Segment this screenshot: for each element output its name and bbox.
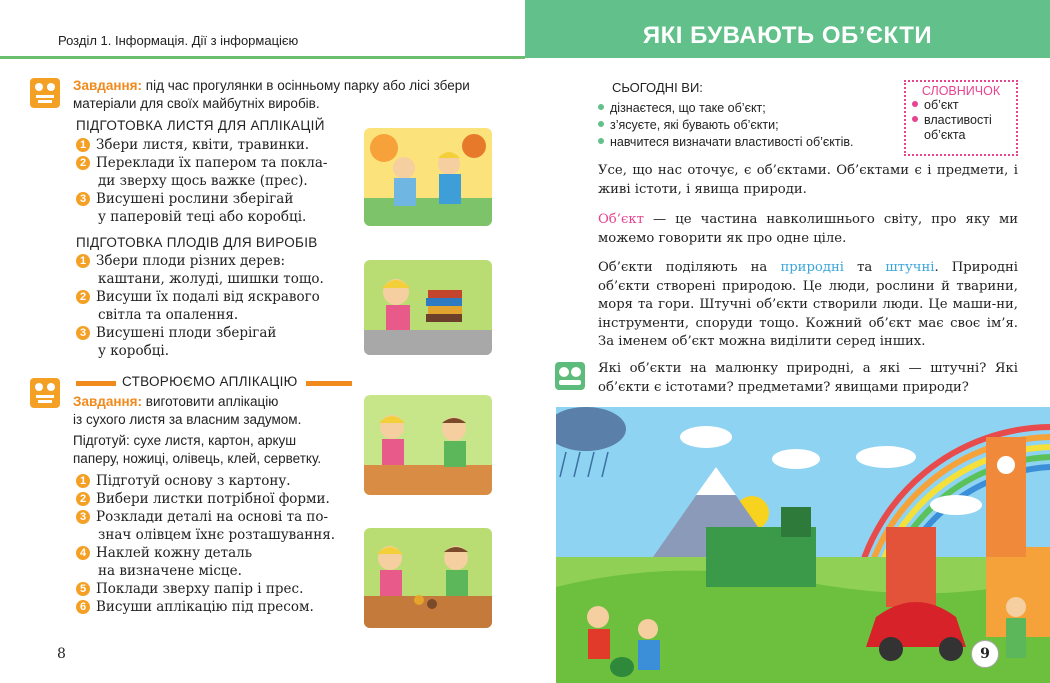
leaves-heading: ПІДГОТОВКА ЛИСТЯ ДЛЯ АПЛІКАЦІЙ bbox=[76, 118, 325, 133]
green-bullet bbox=[598, 104, 604, 110]
task2-line2: із сухого листя за власним задумом. bbox=[73, 412, 302, 427]
step-number-badge: 1 bbox=[76, 474, 90, 488]
step-number-badge: 3 bbox=[76, 510, 90, 524]
picture-kids-at-table bbox=[364, 395, 492, 495]
vocabulary-item: властивості bbox=[906, 113, 1016, 128]
picture-kids-collecting-leaves bbox=[364, 128, 492, 226]
materials-line2: паперу, ножиці, олівець, клей, серветку. bbox=[73, 451, 322, 466]
today-heading: СЬОГОДНІ ВИ: bbox=[612, 80, 703, 95]
step-item bbox=[76, 472, 366, 490]
task2-label: Завдання: bbox=[73, 394, 143, 409]
step-line: Підготуй основу з картону. bbox=[96, 473, 291, 489]
picture-kids-making-applique bbox=[364, 528, 492, 628]
step-line: у паперовій теці або коробці. bbox=[98, 209, 307, 225]
step-item bbox=[76, 580, 366, 598]
step-number-badge: 4 bbox=[76, 546, 90, 560]
today-list-item: з’ясуєте, які бувають об’єкти; bbox=[598, 117, 898, 134]
objects-paragraph: Об’єкти поділяють на природні та штучні. Природні об’єкти створені природою. Це люди, рослини й тварини, моря та гори. Штучні об’єкти створили люди. Це маши-ни, інструменти, споруди тощо. Кожний об’єкт має своє ім’я. За іменем об’єкт можна виділити серед інших. bbox=[598, 260, 1019, 349]
step-line: ди зверху щось важке (прес). bbox=[98, 173, 308, 189]
step-number-badge: 3 bbox=[76, 326, 90, 340]
step-line: у коробці. bbox=[98, 343, 169, 359]
step-item bbox=[76, 136, 366, 154]
step-line: Висушені плоди зберігай bbox=[96, 325, 277, 341]
task-scissors-icon-2 bbox=[30, 378, 60, 408]
pink-bullet bbox=[912, 101, 918, 107]
step-line: Переклади їх папером та покла- bbox=[96, 155, 328, 171]
step-line: Поклади зверху папір і прес. bbox=[96, 581, 304, 597]
green-bullet bbox=[598, 138, 604, 144]
left-header-underline bbox=[0, 56, 525, 59]
task2 bbox=[73, 393, 363, 429]
heading-bar-left bbox=[76, 381, 116, 386]
step-line: Вибери листки потрібної форми. bbox=[96, 491, 330, 507]
task1-line2: матеріали для своїх майбутніх виробів. bbox=[73, 96, 320, 111]
intro-paragraph: Усе, що нас оточує, є об’єктами. Об’єктами є і предмети, і живі істоти, і явища природи. bbox=[598, 163, 1018, 197]
page-number-right-badge bbox=[971, 640, 999, 668]
section-title: Розділ 1. Інформація. Дії з інформацією bbox=[58, 33, 299, 48]
step-item bbox=[76, 490, 366, 508]
step-line: Висуши їх подалі від яскравого bbox=[96, 289, 320, 305]
step-item bbox=[76, 544, 366, 580]
object-definition: Об’єкт — це частина навколишнього світу, про яку ми можемо говорити як про одне ціле. bbox=[598, 212, 1018, 246]
task2-line1: виготовити аплікацію bbox=[142, 394, 279, 409]
vocabulary-item: об’єкт bbox=[906, 98, 1016, 113]
step-line: Збери плоди різних дерев: bbox=[96, 253, 286, 269]
step-item bbox=[76, 154, 366, 190]
heading-bar-right bbox=[306, 381, 352, 386]
vocabulary-box bbox=[904, 80, 1018, 156]
step-line: Наклей кожну деталь bbox=[96, 545, 253, 561]
task1-line1: під час прогулянки в осінньому парку або лісі збери bbox=[142, 78, 470, 93]
page-number-left: 8 bbox=[57, 646, 66, 662]
apps-heading: СТВОРЮЄМО АПЛІКАЦІЮ bbox=[122, 374, 298, 389]
vocabulary-title: СЛОВНИЧОК bbox=[921, 84, 1001, 98]
step-number-badge: 5 bbox=[76, 582, 90, 596]
step-item bbox=[76, 598, 366, 616]
page-title: ЯКІ БУВАЮТЬ ОБ’ЄКТИ bbox=[642, 22, 933, 49]
vocabulary-item: об’єкта bbox=[924, 128, 966, 142]
step-line: знач олівцем їхнє розташування. bbox=[98, 527, 336, 543]
step-number-badge: 2 bbox=[76, 156, 90, 170]
pink-bullet bbox=[912, 116, 918, 122]
step-item bbox=[76, 288, 366, 324]
step-number-badge: 1 bbox=[76, 138, 90, 152]
task-scissors-icon bbox=[30, 78, 60, 108]
today-list bbox=[598, 100, 898, 151]
fruits-heading: ПІДГОТОВКА ПЛОДІВ ДЛЯ ВИРОБІВ bbox=[76, 235, 318, 250]
step-item bbox=[76, 324, 366, 360]
today-list-item: навчитеся визначати властивості об’єктів. bbox=[598, 134, 898, 151]
materials-line1: Підготуй: сухе листя, картон, аркуш bbox=[73, 433, 297, 448]
term-artificial: штучні bbox=[885, 260, 935, 275]
step-line: світла та опалення. bbox=[98, 307, 239, 323]
discussion-icon bbox=[555, 362, 585, 390]
step-line: Висушені рослини зберігай bbox=[96, 191, 294, 207]
task1-label: Завдання: bbox=[73, 78, 143, 93]
step-line: Збери листя, квіти, травинки. bbox=[96, 137, 310, 153]
today-list-item: дізнаєтеся, що таке об’єкт; bbox=[598, 100, 898, 117]
step-line: каштани, жолуді, шишки тощо. bbox=[98, 271, 324, 287]
step-number-badge: 2 bbox=[76, 492, 90, 506]
step-line: Розклади деталі на основі та по- bbox=[96, 509, 329, 525]
step-number-badge: 2 bbox=[76, 290, 90, 304]
step-line: Висуши аплікацію під пресом. bbox=[96, 599, 314, 615]
step-number-badge: 1 bbox=[76, 254, 90, 268]
step-item bbox=[76, 190, 366, 226]
task1 bbox=[73, 77, 493, 113]
green-bullet bbox=[598, 121, 604, 127]
term-object: Об’єкт bbox=[598, 212, 644, 227]
step-item bbox=[76, 508, 366, 544]
term-natural: природні bbox=[780, 260, 844, 275]
step-line: на визначене місце. bbox=[98, 563, 242, 579]
step-number-badge: 6 bbox=[76, 600, 90, 614]
step-number-badge: 3 bbox=[76, 192, 90, 206]
materials bbox=[73, 432, 363, 468]
picture-girl-with-books bbox=[364, 260, 492, 355]
step-item bbox=[76, 252, 366, 288]
question-text: Які об’єкти на малюнку природні, а які — штучні? Які об’єкти є істотами? предметами? явищами природи? bbox=[598, 361, 1018, 395]
page-number-right: 9 bbox=[980, 646, 990, 662]
